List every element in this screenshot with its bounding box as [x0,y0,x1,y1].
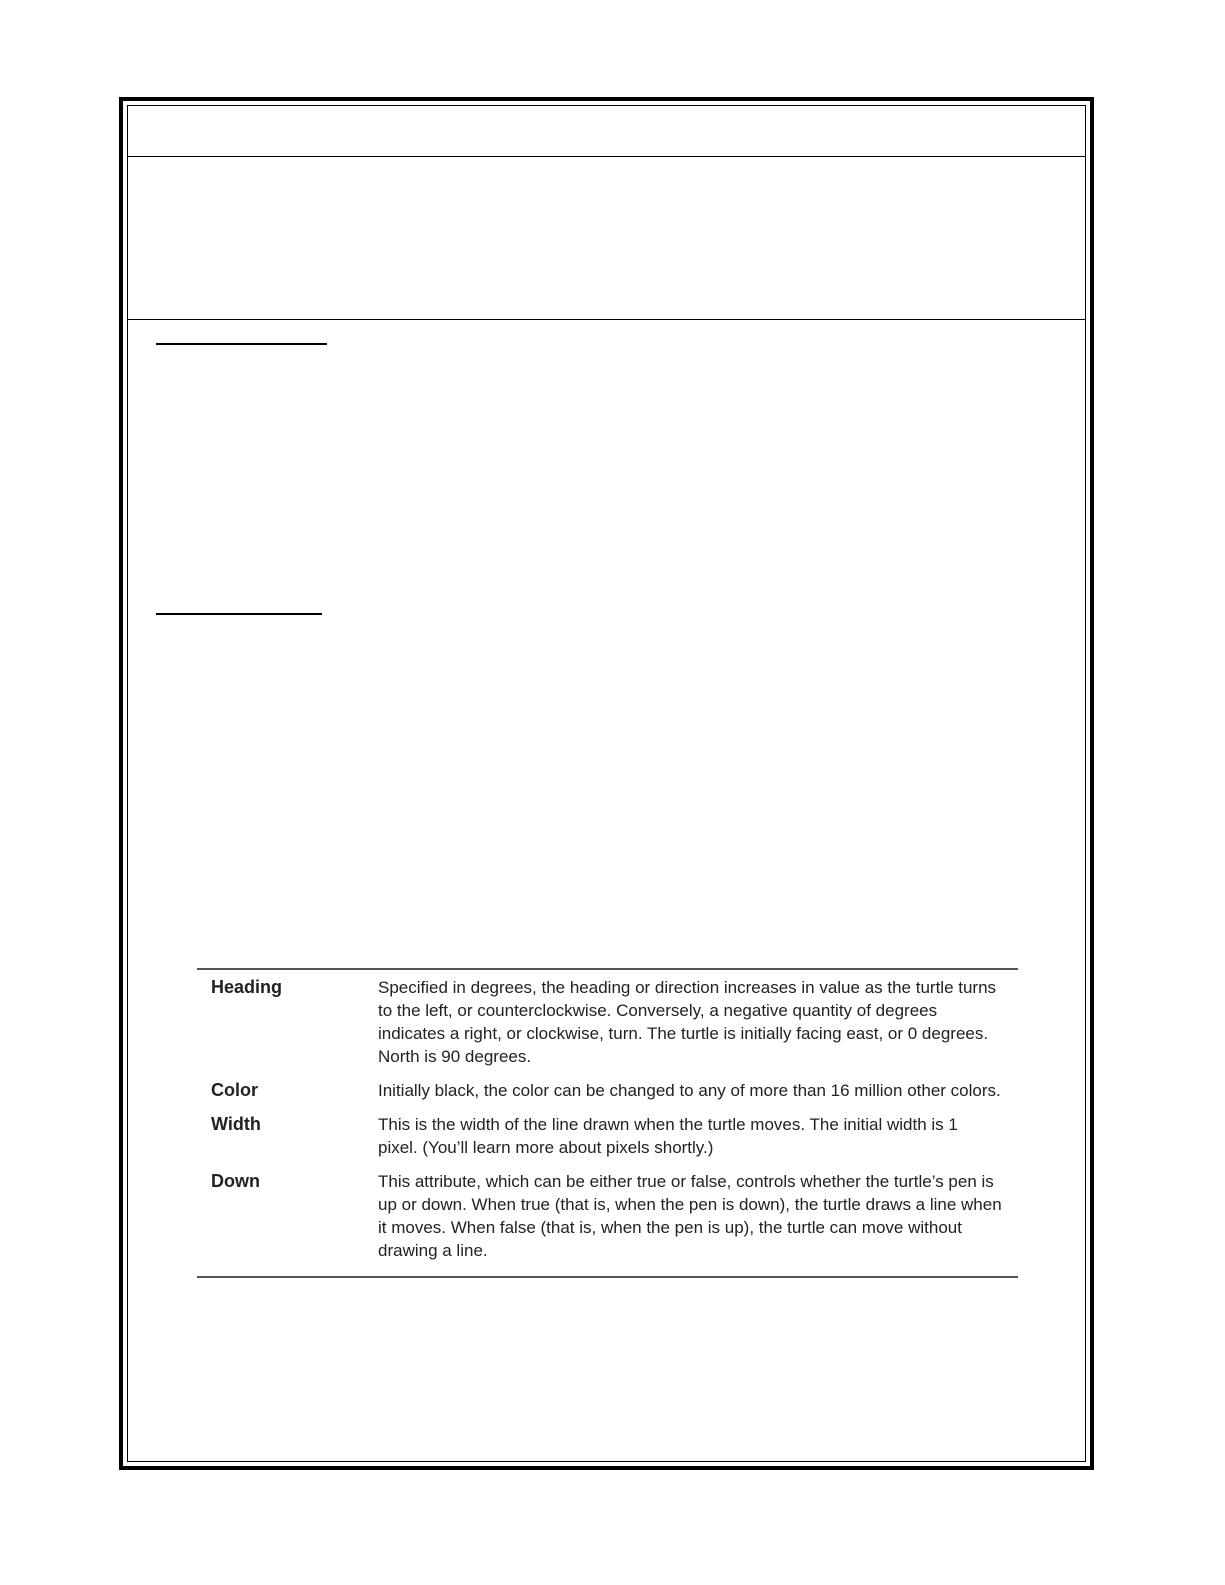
header-band-divider [128,156,1085,157]
table-row [197,1113,1018,1159]
table-row [197,1079,1018,1102]
table-row [197,976,1018,1068]
attribute-name: Width [211,1114,261,1134]
attribute-name: Down [211,1171,260,1191]
section-heading-underline-2 [156,613,322,615]
attribute-description: Initially black, the color can be changed to any of more than 16 million other colors. [378,1081,1001,1100]
attribute-description: Specified in degrees, the heading or direction increases in value as the turtle turns to the left, or counterclockwise. Conversely, a negative quantity of degrees indicates a right, or clockwise, turn. The turtle is initially facing east, or 0 degrees. North is 90 degrees. [378,978,997,1066]
attribute-name: Color [211,1080,258,1100]
attribute-name: Heading [211,977,283,997]
section-heading-underline-1 [156,343,327,345]
attribute-description: This attribute, which can be either true or false, controls whether the turtle’s pen is up or down. When true (that is, when the pen is down), the turtle draws a line when it moves. When false (that is, when the pen is up), the turtle can move without drawing a line. [378,1172,1002,1260]
turtle-attributes-table [197,968,1018,1278]
table-row [197,1170,1018,1262]
intro-band-divider [128,319,1085,320]
attribute-description: This is the width of the line drawn when the turtle moves. The initial width is 1 pixel. (You’ll learn more about pixels shortly.) [378,1115,958,1157]
